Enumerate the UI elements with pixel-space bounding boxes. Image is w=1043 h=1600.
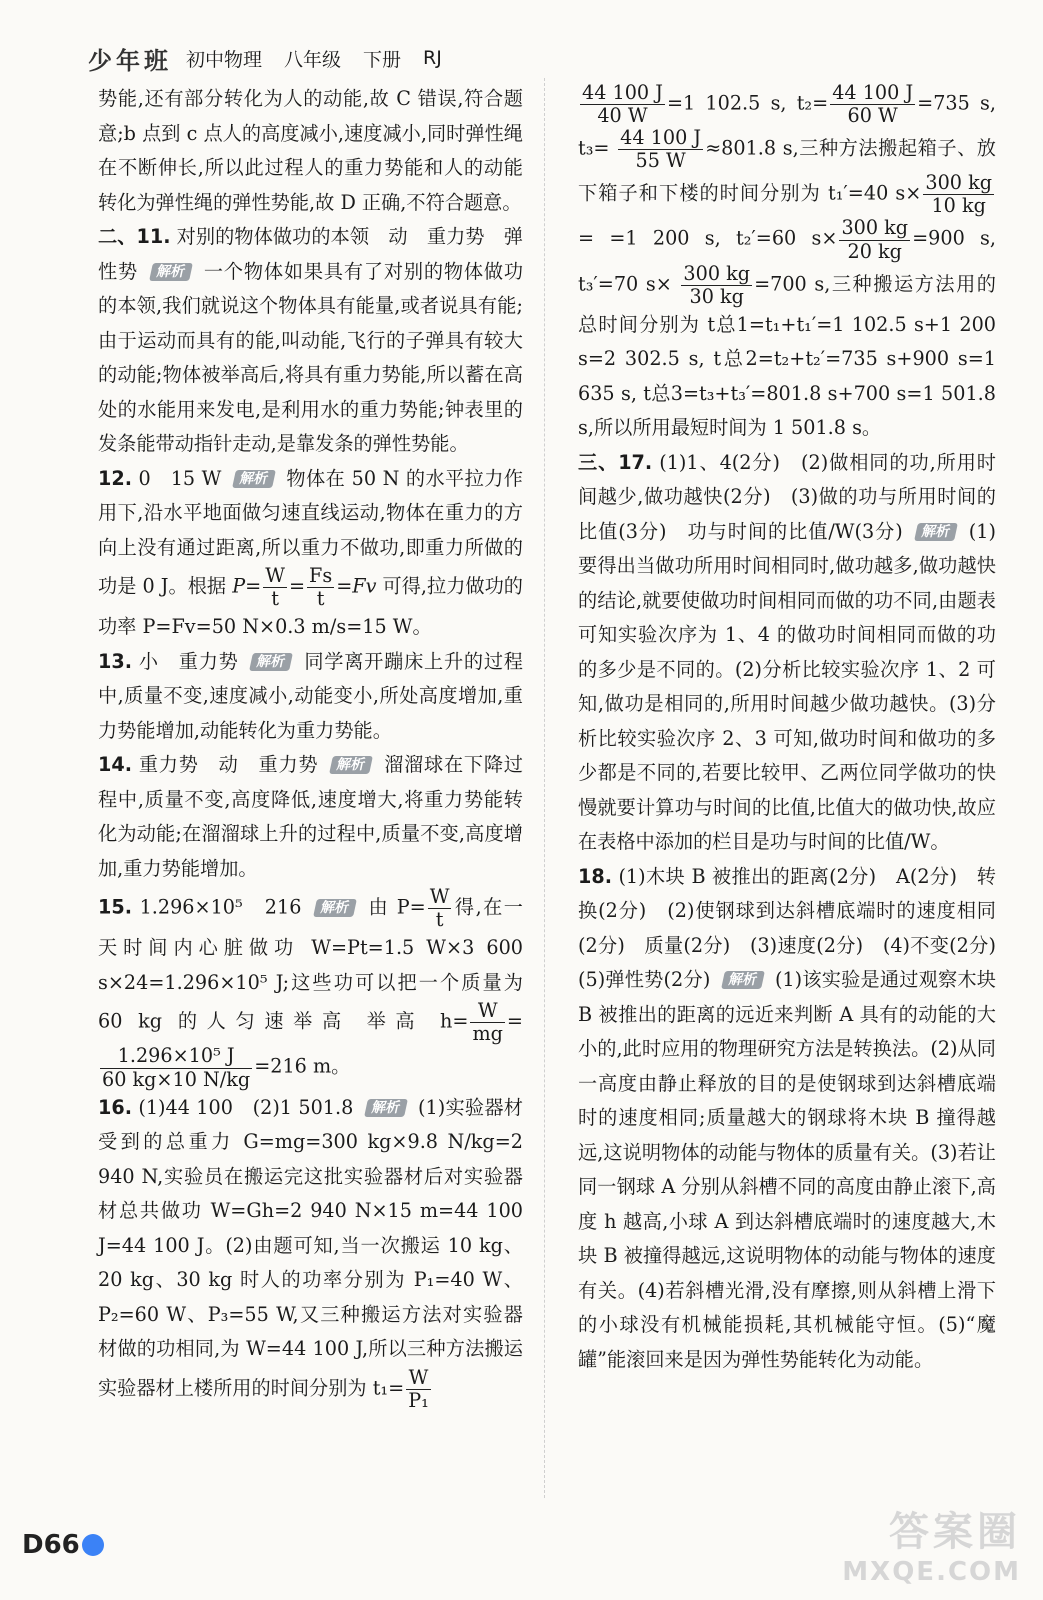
q18-label: 18. [578, 864, 612, 888]
analysis-tag: 解析 [250, 653, 294, 671]
q11-explanation: 一个物体如果具有了对别的物体做功的本领,我们就说这个物体具有能量,或者说具有能;由于运动而具有的能,叫动能,飞行的子弹具有较大的动能;物体被举高后,将具有重力势能,所以蓄在高处的水能用来发电,是利用水的重力势能;钟表里的发条能带动指针走动,是靠发条的弹性势能。 [98, 259, 524, 455]
continued-text: 势能,还有部分转化为人的动能,故 C 错误,符合题意;b 点到 c 点人的高度减小,速度减小,同时弹性绳在不断伸长,所以此过程人的重力势能和人的动能转化为弹性绳的弹性势能,故 D 正确,不符合题意。 [98, 87, 523, 214]
answer-16 [98, 1091, 523, 1412]
header-grade: 八年级 [284, 48, 342, 71]
fraction: $\frac{Fs}{t}$ [309, 564, 333, 611]
q15-explanation: 得,在一天时间内心脏做功 W=Pt=1.5 W×3 600 s×24=1.296×10⁵ J;这些功可以把一个质量为 60 kg 的人匀速举高 [98, 895, 523, 1033]
q15-explanation-2: =216 m。 [254, 1055, 351, 1079]
page-header [88, 40, 464, 76]
q17-answer: (1)1、4(2分) (2)做相同的功,所用时间越少,做功越快(2分) (3)做的功与所用时间的比值(3分) 功与时间的比值/W(3分) [578, 450, 996, 543]
formula-h: 举高 h= [366, 1009, 469, 1033]
answer-15 [98, 886, 523, 1090]
page-footer [22, 1530, 104, 1560]
watermark-logo: 答案圈 [889, 1509, 1021, 1555]
answer-18 [578, 860, 1016, 1378]
fraction: $\frac{W}{\text{P₁}}$ [408, 1365, 429, 1412]
analysis-tag: 解析 [149, 263, 193, 281]
q17-label: 三、17. [578, 450, 653, 474]
q12-label: 12. [98, 466, 132, 490]
equals: = [506, 1009, 523, 1033]
analysis-tag: 解析 [364, 1099, 408, 1117]
q18-explanation: (1)该实验是通过观察木块 B 被推出的距离的远近来判断 A 具有的动能的大小的,此时应用的物理研究方法是转换法。(2)从同一高度由静止释放的目的是使钢球到达斜槽底端时的速度相同;质量越大的钢球将木块 B 撞得越远,这说明物体的动能与物体的质量有关。(3)若让同一钢球 A 分别从斜槽不同的高度由静止滚下,高度 h 越高,小球 A 到达斜槽底端时的速度越大,木块 B 被撞得越远,这说明物体的动能与物体的速度有关。(4)若斜槽光滑,没有摩擦,则从斜槽上滑下的小球没有机械能损耗,其机械能守恒。(5)“魔罐”能滚回来是因为弹性势能转化为动能。 [578, 968, 996, 1371]
fraction: $\frac{300 kg}{10 kg}$ [925, 171, 992, 218]
circle-icon [82, 1534, 104, 1556]
q15-label: 15. [98, 895, 132, 919]
header-edition: RJ [423, 47, 442, 69]
q14-answer: 重力势 动 重力势 [138, 753, 319, 777]
q13-explanation: 同学离开蹦床上升的过程中,质量不变,速度减小,动能变小,所处高度增加,重力势能增加,动能转化为重力势能。 [98, 649, 523, 742]
calc-t2: =735 s, t₃= [578, 91, 996, 160]
q16-explanation: (1)实验器材受到的总重力 G=mg=300 kg×9.8 N/kg=2 940 N,实验员在搬运完这批实验器材后对实验器材总共做功 W=Gh=2 940 N×15 m=44 100 J=44 100 J。(2)由题可知,当一次搬运 10 kg、20 kg、30 kg 时人的功率分别为 P₁=40 W、P₂=60 W、P₃=55 W,又三种搬运方法对实验器材做的功相同,为 W=44 100 J,所以三种方法搬运实验器材上楼所用的时间分别为 t₁= [98, 1095, 523, 1400]
calc-t2p: =900 s, t₃′=70 s× [578, 227, 996, 296]
q17-explanation: (1)要得出当做功所用时间相同时,做功越多,做功越快的结论,就要使做功时间相同而做的功不同,由题表可知实验次序为 1、4 的做功时间相同而做的功的多少是不同的。(2)分析比较实验次序 1、2 可知,做功是相同的,所用时间越少做功越快。(3)分析比较实验次序 2、3 可知,做功时间和做功的多少都是不同的,若要比较甲、乙两位同学做功的快慢就要计算功与时间的比值,比值大的做功快,故应在表格中添加的栏目是功与时间的比值/W。 [578, 519, 996, 854]
formula-fv: =Fv [336, 574, 377, 598]
page-number: D66 [22, 1530, 80, 1560]
fraction: $\frac{44 100 J}{60 W}$ [832, 81, 914, 128]
q13-answer: 小 重力势 [138, 649, 239, 673]
answer-17 [578, 446, 996, 860]
q14-label: 14. [98, 753, 132, 777]
watermark [842, 1500, 1021, 1587]
q16-continued [578, 82, 996, 446]
watermark-url: MXQE.COM [842, 1557, 1021, 1587]
q13-label: 13. [98, 649, 132, 673]
q12-explanation: 物体在 50 N 的水平拉力作用下,沿水平地面做匀速直线运动,物体在重力的方向上没有通过距离,所以重力不做功,即重力所做的功是 0 J。根据 [98, 466, 523, 598]
analysis-tag: 解析 [721, 971, 765, 989]
analysis-tag: 解析 [232, 470, 276, 488]
analysis-tag: 解析 [313, 899, 357, 917]
q15-answer: 1.296×10⁵ 216 [139, 895, 302, 919]
q11-answer: 对别的物体做功的本领 动 重力势 弹性势 [98, 225, 523, 283]
answer-12 [98, 462, 523, 645]
q16-answer: (1)44 100 (2)1 501.8 [138, 1095, 354, 1119]
q12-explanation-2: 可得,拉力做功的功率 P=Fv=50 N×0.3 m/s=15 W。 [98, 574, 523, 639]
q12-answer: 0 15 W [138, 466, 222, 490]
fraction: $\frac{W}{t}$ [429, 885, 450, 932]
header-volume: 下册 [363, 48, 402, 71]
column-divider [544, 78, 545, 1498]
q11-label: 二、11. [98, 225, 171, 248]
left-column [98, 82, 523, 1412]
analysis-tag: 解析 [329, 756, 373, 774]
calc-t1p: =1 200 s, t₂′=60 s× [609, 227, 838, 251]
right-column [578, 81, 1016, 1377]
fraction: $\frac{300 kg}{20 kg}$ [841, 216, 909, 263]
header-subject: 初中物理 [186, 48, 263, 71]
fraction: $\frac{W}{mg}$ [472, 999, 503, 1046]
calc-total: =700 s,三种搬运方法用的总时间分别为 t总1=t₁+t₁′=1 102.5 s+1 200 s=2 302.5 s, t总2=t₂+t₂′=735 s+900 s=1 635 s, t总3=t₃+t₃′=801.8 s+700 s=1 501.8 s,所以所用最短时间为 1 501.8 s。 [578, 272, 996, 440]
calc-t1: =1 102.5 s, t₂= [666, 91, 829, 115]
answer-14 [98, 748, 523, 886]
fraction: $\frac{W}{t}$ [265, 564, 285, 611]
fraction: $\frac{300 kg}{30 kg}$ [683, 261, 751, 308]
fraction: $\frac{\text{1.296×10⁵ J}}{60 kg\times 10 N/kg}$ [102, 1044, 251, 1091]
analysis-tag: 解析 [914, 523, 958, 541]
q18-answer: (1)木块 B 被推出的距离(2分) A(2分) 转换(2分) (2)使钢球到达斜槽底端时的速度相同(2分) 质量(2分) (3)速度(2分) (4)不变(2分) (5)弹性势(2分) [578, 864, 1016, 992]
q14-explanation: 溜溜球在下降过程中,质量不变,高度降低,速度增大,将重力势能转化为动能;在溜溜球上升的过程中,质量不变,高度增加,重力势能增加。 [98, 753, 523, 880]
equals: = [578, 227, 595, 251]
calc-t3: ≈801.8 s,三种方法搬起箱子、放下箱子和下楼的时间分别为 t₁′=40 s× [578, 136, 996, 205]
formula-by-p: 由 P= [368, 895, 426, 919]
fraction: $\frac{44 100 J}{40 W}$ [582, 81, 663, 128]
q16-label: 16. [98, 1095, 132, 1119]
answer-11 [98, 220, 523, 462]
equals: = [288, 574, 306, 598]
answer-13 [98, 645, 523, 749]
brand-logo: 少年班 [88, 46, 172, 75]
fraction: $\frac{44 100 J}{55 W}$ [620, 126, 702, 173]
formula-p: P= [232, 574, 262, 598]
